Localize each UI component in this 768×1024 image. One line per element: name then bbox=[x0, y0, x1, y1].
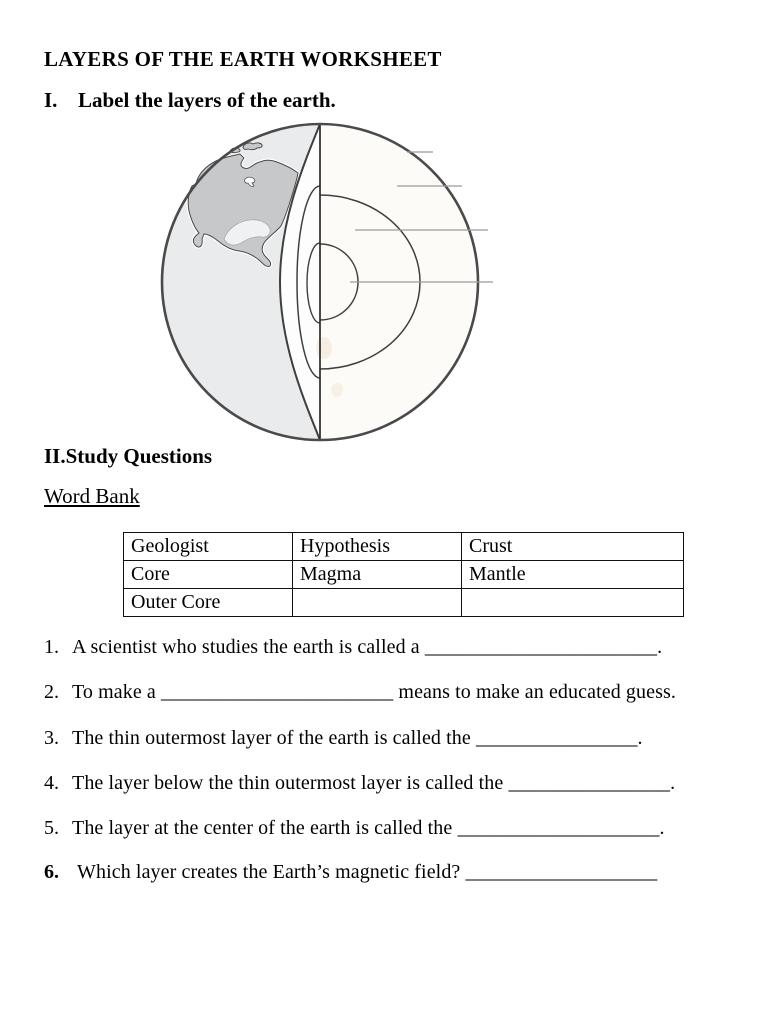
question-number: 5. bbox=[44, 817, 59, 839]
question-number: 2. bbox=[44, 681, 59, 703]
question-number: 1. bbox=[44, 636, 59, 658]
section-2-heading: II.Study Questions bbox=[44, 444, 213, 468]
word-bank-cell bbox=[462, 589, 684, 617]
question-text: Which layer creates the Earth’s magnetic field? ___________________ bbox=[77, 861, 658, 883]
paper-smudge bbox=[316, 337, 332, 359]
earth-cutaway-illustration bbox=[140, 106, 520, 458]
question-row bbox=[44, 681, 676, 704]
word-bank-row bbox=[124, 589, 684, 617]
question-row bbox=[44, 861, 657, 884]
question-number: 4. bbox=[44, 772, 59, 794]
word-bank-cell bbox=[293, 589, 462, 617]
question-number: 6. bbox=[44, 861, 59, 883]
word-bank-cell: Geologist bbox=[124, 533, 293, 561]
word-bank-cell: Mantle bbox=[462, 561, 684, 589]
question-row bbox=[44, 772, 675, 795]
question-text: To make a _______________________ means to make an educated guess. bbox=[72, 681, 676, 703]
word-bank-label: Word Bank bbox=[44, 484, 140, 508]
question-text: The thin outermost layer of the earth is called the ________________. bbox=[72, 727, 643, 749]
question-number: 3. bbox=[44, 727, 59, 749]
section-1-numeral: I. bbox=[44, 88, 58, 112]
page-title: LAYERS OF THE EARTH WORKSHEET bbox=[44, 47, 442, 71]
question-text: The layer at the center of the earth is called the ____________________. bbox=[72, 817, 665, 839]
question-text: A scientist who studies the earth is called a _______________________. bbox=[72, 636, 663, 658]
word-bank-row bbox=[124, 533, 684, 561]
word-bank-cell: Crust bbox=[462, 533, 684, 561]
question-row bbox=[44, 727, 643, 750]
earth-diagram bbox=[140, 106, 520, 458]
word-bank-cell: Outer Core bbox=[124, 589, 293, 617]
word-bank-row bbox=[124, 561, 684, 589]
section-1-title: Label the layers of the earth. bbox=[78, 88, 336, 112]
question-row bbox=[44, 636, 662, 659]
word-bank-table bbox=[123, 532, 684, 617]
word-bank-cell: Core bbox=[124, 561, 293, 589]
question-text: The layer below the thin outermost layer is called the ________________. bbox=[72, 772, 676, 794]
question-row bbox=[44, 817, 665, 840]
word-bank-cell: Magma bbox=[293, 561, 462, 589]
word-bank-cell: Hypothesis bbox=[293, 533, 462, 561]
paper-smudge bbox=[331, 383, 343, 397]
